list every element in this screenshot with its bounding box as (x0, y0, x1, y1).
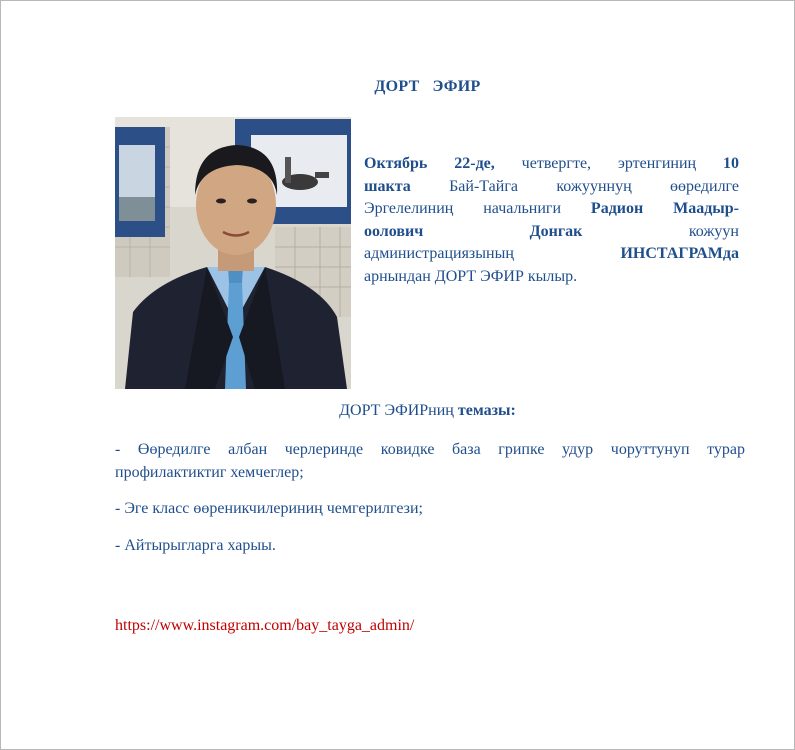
intro-line-5 (364, 243, 739, 266)
intro-line-2 (364, 176, 739, 199)
event-hour: 10 (723, 155, 739, 172)
intro-paragraph (364, 153, 739, 288)
portrait-photo (115, 117, 351, 389)
topic-heading-bold: темазы: (457, 402, 516, 419)
intro-line-1 (364, 153, 739, 176)
page-title: ДОРТ ЭФИР (374, 78, 481, 95)
topic-list (115, 439, 745, 571)
topic-heading (1, 402, 795, 420)
intro-text: Эргелелиниң начальниги (364, 200, 591, 217)
intro-text: четвергте, эртенгиниң (494, 155, 723, 172)
speaker-patronymic: оолович (364, 222, 424, 240)
instagram-word: ИНСТАГРАМда (620, 245, 739, 262)
intro-line-4 (364, 221, 739, 244)
speaker-surname: Донгак (529, 222, 583, 240)
intro-text: администрациязының (364, 245, 514, 262)
speaker-name: Радион Маадыр- (590, 200, 740, 217)
intro-line-3 (364, 198, 739, 221)
list-item (115, 439, 745, 484)
list-item: - Эге класс өөреникчилериниң чемгерилгези; (115, 500, 423, 517)
intro-line-6: арнындан ДОРТ ЭФИР кылыр. (364, 267, 578, 285)
intro-text: Бай-Тайга кожууннуң өөредилге (410, 177, 739, 195)
intro-text: кожуун (688, 222, 739, 240)
list-item-line: - Өөредилге албан черлеринде ковидке база грипке удур чоруттунуп турар (115, 441, 745, 458)
instagram-link[interactable]: https://www.instagram.com/bay_tayga_admin/ (115, 617, 415, 634)
event-time-word: шакта (364, 177, 411, 195)
topic-heading-prefix: ДОРТ ЭФИРниң (339, 402, 458, 419)
event-date: Октябрь 22-де, (364, 155, 495, 172)
list-item: - Айтырыгларга харыы. (115, 536, 276, 554)
list-item-line: профилактиктиг хемчеглер; (115, 463, 304, 481)
